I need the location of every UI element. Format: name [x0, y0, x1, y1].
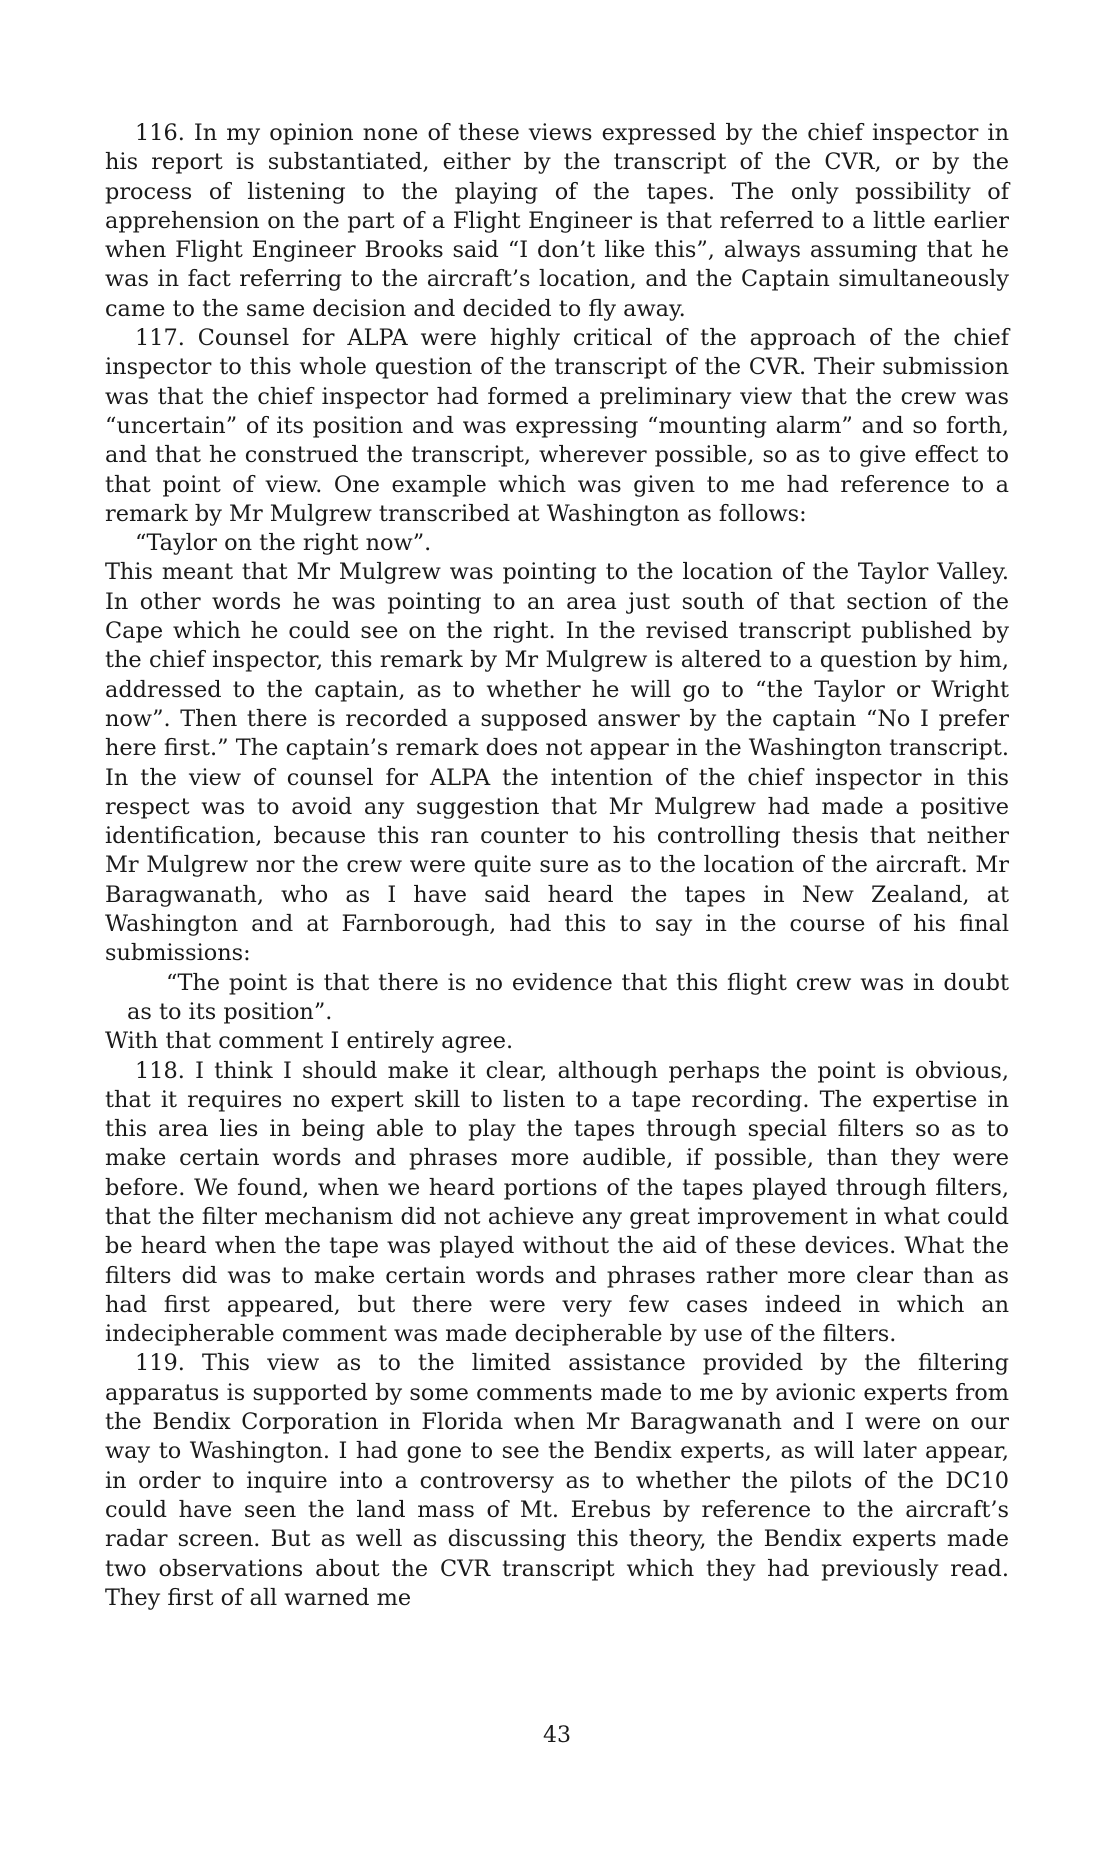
- quotation-taylor: “Taylor on the right now”.: [135, 530, 432, 557]
- page-number: 43: [543, 1723, 571, 1748]
- paragraph-117-continued: This meant that Mr Mulgrew was pointing to the location of the Taylor Valley. In other words he was pointing to an area just south of that section of the Cape which he could see on the right. In the revised transcript published by the chief inspector, this remark by Mr Mulgrew is altered to a question by him, addressed to the captain, as to whether he will go to “the Taylor or Wright now”. Then there is recorded a supposed answer by the captain “No I prefer here first.” The captain’s remark does not appear in the Washington transcript. In the view of counsel for ALPA the intention of the chief inspector in this respect was to avoid any suggestion that Mr Mulgrew had made a positive identification, because this ran counter to his controlling thesis that neither Mr Mulgrew nor the crew were quite sure as to the location of the aircraft. Mr Baragwanath, who as I have said heard the tapes in New Zealand, at Washington and at Farnborough, had this to say in the course of his final submissions:: [105, 559, 1009, 967]
- paragraph-118: 118. I think I should make it clear, although perhaps the point is obvious, that it requires no expert skill to listen to a tape recording. The expertise in this area lies in being able to play the tapes through special filters so as to make certain words and phrases more audible, if possible, than they were before. We found, when we heard portions of the tapes played through filters, that the filter mechanism did not achieve any great improvement in what could be heard when the tape was played without the aid of these devices. What the filters did was to make certain words and phrases rather more clear than as had first appeared, but there were very few cases indeed in which an indecipherable comment was made decipherable by use of the filters.: [105, 1057, 1009, 1348]
- paragraph-117-conclusion: With that comment I entirely agree.: [105, 1028, 514, 1055]
- body-text: [105, 119, 1009, 1613]
- paragraph-117: 117. Counsel for ALPA were highly critical of the approach of the chief inspector to this whole question of the transcript of the CVR. Their submission was that the chief inspector had formed a preliminary view that the crew was “uncertain” of its position and was expressing “mounting alarm” and so forth, and that he construed the transcript, wherever possible, so as to give effect to that point of view. One example which was given to me had reference to a remark by Mr Mulgrew transcribed at Washington as follows:: [105, 325, 1009, 527]
- quotation-baragwanath: “The point is that there is no evidence that this flight crew was in doubt as to its position”.: [127, 969, 1009, 1025]
- paragraph-119: 119. This view as to the limited assistance provided by the filtering apparatus is supported by some comments made to me by avionic experts from the Bendix Corporation in Florida when Mr Baragwanath and I were on our way to Washington. I had gone to see the Bendix experts, as will later appear, in order to inquire into a controversy as to whether the pilots of the DC10 could have seen the land mass of Mt. Erebus by reference to the aircraft’s radar screen. But as well as discussing this theory, the Bendix experts made two observations about the CVR transcript which they had previously read. They first of all warned me: [105, 1350, 1009, 1611]
- paragraph-116: 116. In my opinion none of these views expressed by the chief inspector in his report is substantiated, either by the transcript of the CVR, or by the process of listening to the playing of the tapes. The only possibility of apprehension on the part of a Flight Engineer is that referred to a little earlier when Flight Engineer Brooks said “I don’t like this”, always assuming that he was in fact referring to the aircraft’s location, and the Captain simultaneously came to the same decision and decided to fly away.: [105, 120, 1009, 322]
